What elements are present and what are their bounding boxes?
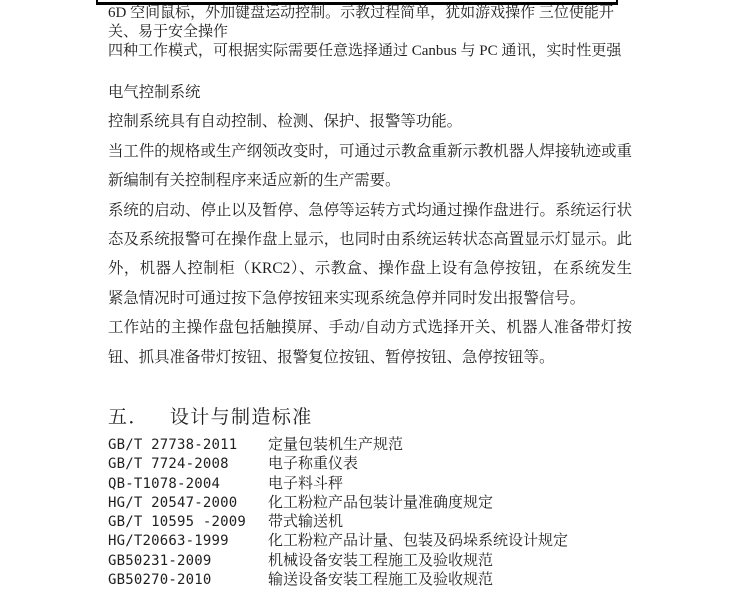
standard-row: [108, 532, 668, 551]
standard-name: 化工粉粒产品包装计量准确度规定: [268, 494, 494, 511]
section-number: 五．: [108, 407, 149, 428]
standard-row: [108, 455, 668, 474]
standard-code: GB50231-2009: [108, 552, 212, 569]
standard-name: 定量包装机生产规范: [268, 437, 404, 453]
standard-row: [108, 552, 668, 571]
standard-code: GB/T 10595 -2009: [108, 514, 247, 531]
standard-name: 电子称重仪表: [268, 456, 359, 473]
standard-row: [108, 436, 668, 455]
paragraph: 工作站的主操作盘包括触摸屏、手动/自动方式选择开关、机器人准备带灯按钮、抓具准备带灯按钮、报警复位按钮、暂停按钮、急停按钮等。: [108, 319, 632, 366]
fragment-line: 6D 空间鼠标，外加键盘运动控制。示教过程简单，犹如游戏操作 三位使能开: [108, 5, 614, 21]
standard-code: GB/T 27738-2011: [108, 437, 238, 453]
standard-code: HG/T20663-1999: [108, 533, 229, 550]
section-heading: [108, 402, 313, 429]
standard-row: [108, 475, 668, 494]
standard-code: GB/T 7724-2008: [108, 456, 229, 473]
section-title: 设计与制造标准: [169, 407, 313, 428]
standard-code: HG/T 20547-2000: [108, 494, 238, 511]
fragment-line: 关、易于安全操作: [108, 23, 229, 40]
standard-code: GB50270-2010: [108, 572, 212, 589]
standard-name: 机械设备安装工程施工及验收规范: [268, 552, 494, 569]
paragraph: 系统的启动、停止以及暂停、急停等运转方式均通过操作盘进行。系统运行状态及系统报警可在操作盘上显示，也同时由系统运转状态高置显示灯显示。此外，机器人控制柜（KRC2）、示教盒、操作盘上设有急停按钮，在系统发生紧急情况时可通过按下急停按钮来实现系统急停并同时发出报警信号。: [108, 201, 632, 307]
standard-row: [108, 494, 668, 513]
paragraph-subheading: 电气控制系统: [108, 84, 201, 101]
standard-name: 输送设备安装工程施工及验收规范: [268, 572, 494, 589]
standard-code: QB-T1078-2004: [108, 475, 221, 492]
standard-row: [108, 513, 668, 532]
standard-name: 电子料斗秤: [268, 475, 344, 492]
standard-name: 化工粉粒产品计量、包装及码垛系统设计规定: [268, 533, 569, 550]
standards-list: [108, 436, 668, 590]
standard-row: [108, 571, 668, 590]
standard-name: 带式输送机: [268, 514, 344, 531]
paragraph: 当工件的规格或生产纲领改变时，可通过示教盒重新示教机器人焊接轨迹或重新编制有关控制程序来适应新的生产需要。: [108, 142, 632, 190]
paragraph: 控制系统具有自动控制、检测、保护、报警等功能。: [108, 113, 462, 131]
body-text: [108, 78, 632, 372]
table-cell-text-fragment: [108, 4, 634, 60]
fragment-line: 四种工作模式，可根据实际需要任意选择通过 Canbus 与 PC 通讯，实时性更强: [108, 42, 622, 59]
